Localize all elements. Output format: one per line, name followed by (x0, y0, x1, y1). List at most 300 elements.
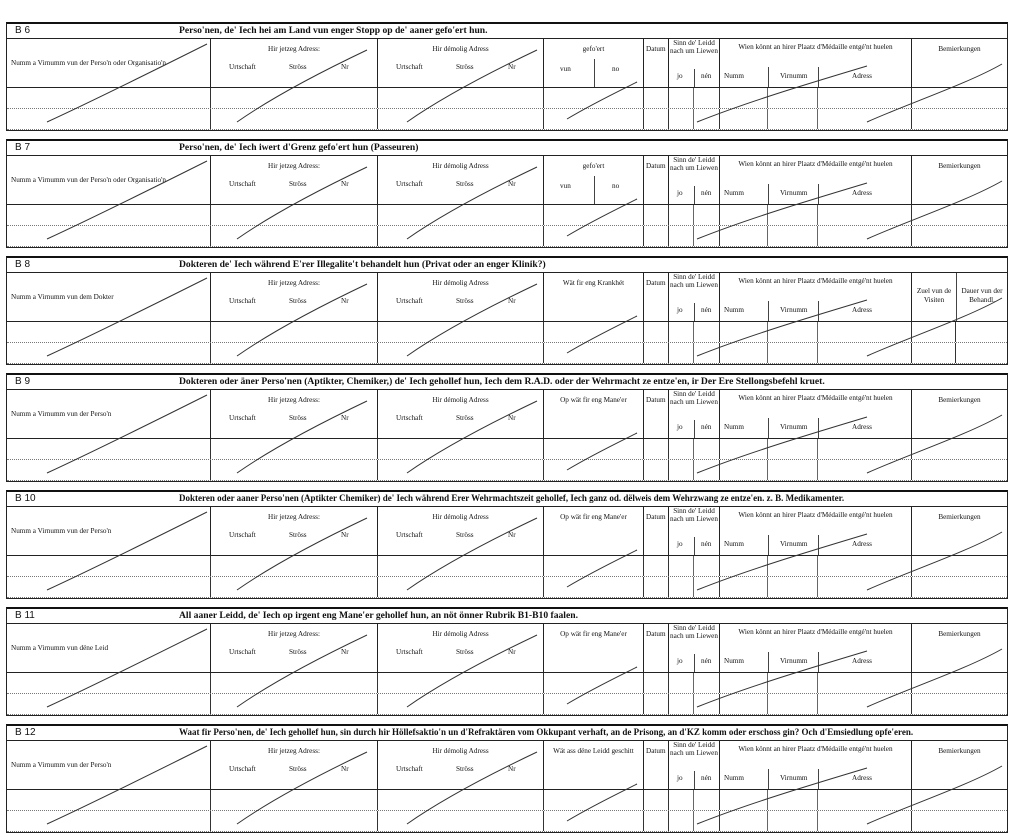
questionnaire-form (6, 22, 1008, 833)
column-divider (377, 109, 378, 129)
urtschaft-label: Urtschaft (396, 63, 423, 71)
column-divider (767, 439, 768, 459)
medal-label: Wien könnt an hirer Plaatz d'Médaille entgé'nt huelen (738, 277, 893, 285)
divider (768, 769, 769, 789)
section-code: B 11 (15, 610, 35, 621)
divider (694, 537, 695, 555)
column-divider (210, 673, 211, 693)
urtschaft-label: Urtschaft (396, 297, 423, 305)
column-divider (543, 694, 544, 714)
column-divider (377, 673, 378, 693)
column-divider (693, 811, 694, 831)
nen-label: nén (701, 306, 712, 314)
divider (694, 186, 695, 204)
header-cell (210, 624, 377, 672)
detail-column-label: Wät fir eng Krankhét (562, 279, 625, 287)
nr-label: Nr (508, 414, 516, 422)
column-divider (817, 439, 818, 459)
column-divider (719, 460, 720, 480)
header-cell (911, 273, 1007, 321)
column-divider (377, 811, 378, 831)
nr-label: Nr (508, 531, 516, 539)
remarks-label: Bemierkungen (938, 630, 981, 638)
column-divider (643, 322, 644, 342)
column-divider (911, 322, 912, 342)
former-address-label: Hir démolig Adress (432, 513, 489, 521)
column-divider (543, 811, 544, 831)
header-cell (668, 273, 719, 321)
column-divider (693, 439, 694, 459)
divider (768, 67, 769, 87)
column-divider (955, 343, 956, 363)
virnumm-label: Virnumm (780, 306, 808, 314)
detail-column-label: Op wät fir eng Mane'er (560, 396, 627, 404)
header-cell (210, 39, 377, 87)
column-header-row (7, 273, 1007, 322)
column-divider (668, 226, 669, 246)
section-heading (7, 258, 1007, 273)
column-divider (543, 109, 544, 129)
entry-row[interactable] (7, 694, 1007, 715)
entry-row[interactable] (7, 343, 1007, 364)
header-cell (7, 273, 210, 321)
nen-label: nén (701, 774, 712, 782)
column-divider (911, 673, 912, 693)
column-divider (643, 694, 644, 714)
header-cell (210, 507, 377, 555)
numm-label: Numm (724, 306, 744, 314)
column-divider (377, 439, 378, 459)
stross-label: Ströss (456, 648, 474, 656)
header-cell (719, 507, 911, 555)
alive-label: Sinn de' Leidd nach um Liewen (670, 507, 718, 523)
column-divider (210, 322, 211, 342)
jo-label: jo (677, 306, 683, 314)
adress-label: Adress (852, 657, 872, 665)
section-title: All aaner Leidd, de' Iech op irgent eng Mane'er gehollef hun, an nöt önner Rubrik B1-B10 faalen. (179, 610, 578, 621)
entry-row[interactable] (7, 439, 1007, 460)
column-divider (719, 322, 720, 342)
column-divider (767, 460, 768, 480)
header-cell (7, 156, 210, 204)
adress-label: Adress (852, 72, 872, 80)
section-title: Dokteren oder äner Perso'nen (Aptikter, Chemiker,) de' Iech gehollef hun, Iech dem R.A.D. oder der Wehrmacht ze entze'en, ir Der Ere Stellongsbefehl kruet. (179, 376, 825, 387)
stross-label: Ströss (289, 531, 307, 539)
remarks-label: Bemierkungen (938, 747, 981, 755)
detail-column-label: Op wät fir eng Mane'er (560, 513, 627, 521)
header-cell (719, 156, 911, 204)
column-divider (668, 205, 669, 225)
column-divider (911, 343, 912, 363)
header-cell (643, 156, 668, 204)
header-cell (668, 741, 719, 789)
nr-label: Nr (341, 180, 349, 188)
alive-label: Sinn de' Leidd nach um Liewen (670, 273, 718, 289)
column-divider (377, 577, 378, 597)
column-divider (767, 343, 768, 363)
former-address-label: Hir démolig Adress (432, 396, 489, 404)
virnumm-label: Virnumm (780, 774, 808, 782)
former-address-label: Hir démolig Adress (432, 45, 489, 53)
column-divider (210, 790, 211, 810)
column-divider (543, 343, 544, 363)
column-divider (210, 577, 211, 597)
column-divider (911, 439, 912, 459)
from-label: vun (560, 182, 571, 190)
divider (768, 418, 769, 438)
name-column-label: Numm a Virnumm vun der Perso'n (11, 527, 112, 535)
column-divider (693, 790, 694, 810)
divider (694, 771, 695, 789)
column-divider (719, 205, 720, 225)
section-title: Waat fir Perso'nen, de' Iech gehollef hun, sin durch hir Höllefsaktio'n un d'Refraktären vom Okkupant verhaft, an de Prisong, an d'KZ komm oder erschoss gin? Och d'Emsiedlung opfe'eren. (179, 727, 914, 737)
section-title: Perso'nen, de' Iech hei am Land vun enger Stopp op de' aaner gefo'ert hun. (179, 25, 488, 36)
column-divider (911, 460, 912, 480)
visits-label: Zuel vun de Visiten (916, 287, 952, 304)
header-cell (668, 39, 719, 87)
stross-label: Ströss (289, 297, 307, 305)
datum-label: Datum (646, 162, 666, 170)
section-heading (7, 726, 1007, 741)
header-cell (377, 507, 543, 555)
former-address-label: Hir démolig Adress (432, 630, 489, 638)
name-column-label: Numm a Virnumm vun der Perso'n (11, 410, 112, 418)
datum-label: Datum (646, 747, 666, 755)
section-b10 (6, 490, 1008, 599)
column-divider (693, 322, 694, 342)
column-divider (817, 556, 818, 576)
nen-label: nén (701, 657, 712, 665)
column-divider (817, 109, 818, 129)
column-divider (543, 439, 544, 459)
jo-label: jo (677, 423, 683, 431)
column-divider (955, 322, 956, 342)
virnumm-label: Virnumm (780, 72, 808, 80)
column-divider (767, 577, 768, 597)
header-cell (543, 156, 643, 204)
column-divider (210, 556, 211, 576)
divider (694, 303, 695, 321)
column-divider (210, 226, 211, 246)
column-divider (719, 439, 720, 459)
column-divider (719, 88, 720, 108)
column-divider (668, 322, 669, 342)
column-divider (693, 226, 694, 246)
column-divider (817, 673, 818, 693)
column-divider (693, 577, 694, 597)
header-cell (210, 390, 377, 438)
entry-row[interactable] (7, 811, 1007, 832)
entry-row[interactable] (7, 322, 1007, 343)
current-address-label: Hir jetzeg Adress: (268, 279, 320, 287)
to-label: no (612, 65, 620, 73)
entry-row[interactable] (7, 88, 1007, 109)
divider (694, 420, 695, 438)
section-code: B 12 (15, 727, 36, 738)
virnumm-label: Virnumm (780, 423, 808, 431)
nr-label: Nr (508, 180, 516, 188)
column-divider (719, 109, 720, 129)
column-divider (719, 226, 720, 246)
stross-label: Ströss (289, 180, 307, 188)
section-b12 (6, 724, 1008, 833)
column-divider (911, 577, 912, 597)
datum-label: Datum (646, 279, 666, 287)
nen-label: nén (701, 72, 712, 80)
column-divider (643, 343, 644, 363)
nen-label: nén (701, 540, 712, 548)
column-header-row (7, 741, 1007, 790)
column-divider (643, 88, 644, 108)
divider (594, 176, 595, 204)
name-column-label: Numm a Virnumm vun dëne Leid (11, 644, 109, 652)
column-divider (377, 226, 378, 246)
divider (768, 184, 769, 204)
column-divider (767, 226, 768, 246)
column-divider (643, 811, 644, 831)
header-cell (543, 507, 643, 555)
column-divider (911, 556, 912, 576)
header-cell (7, 507, 210, 555)
urtschaft-label: Urtschaft (229, 180, 256, 188)
header-cell (643, 624, 668, 672)
section-heading (7, 24, 1007, 39)
entry-row[interactable] (7, 577, 1007, 598)
column-divider (643, 439, 644, 459)
column-divider (693, 673, 694, 693)
urtschaft-label: Urtschaft (229, 648, 256, 656)
current-address-label: Hir jetzeg Adress: (268, 162, 320, 170)
nen-label: nén (701, 423, 712, 431)
divider (768, 652, 769, 672)
column-divider (719, 577, 720, 597)
header-cell (377, 741, 543, 789)
detail-column-label: Wät ass dëne Leidd geschitt (553, 747, 634, 755)
divider (694, 69, 695, 87)
alive-label: Sinn de' Leidd nach um Liewen (670, 741, 718, 757)
entry-row[interactable] (7, 460, 1007, 481)
column-divider (377, 556, 378, 576)
medal-label: Wien könnt an hirer Plaatz d'Médaille entgé'nt huelen (738, 745, 893, 753)
medal-label: Wien könnt an hirer Plaatz d'Médaille entgé'nt huelen (738, 511, 893, 519)
medal-label: Wien könnt an hirer Plaatz d'Médaille entgé'nt huelen (738, 628, 893, 636)
numm-label: Numm (724, 72, 744, 80)
header-cell (668, 390, 719, 438)
entry-row[interactable] (7, 109, 1007, 130)
column-divider (668, 88, 669, 108)
header-cell (668, 624, 719, 672)
column-divider (767, 205, 768, 225)
datum-label: Datum (646, 45, 666, 53)
column-divider (643, 556, 644, 576)
header-cell (7, 390, 210, 438)
column-divider (817, 790, 818, 810)
column-divider (543, 205, 544, 225)
nr-label: Nr (508, 297, 516, 305)
entry-row[interactable] (7, 226, 1007, 247)
column-header-row (7, 507, 1007, 556)
column-divider (817, 577, 818, 597)
stross-label: Ströss (289, 414, 307, 422)
column-divider (693, 109, 694, 129)
column-divider (767, 694, 768, 714)
header-cell (210, 741, 377, 789)
name-column-label: Numm a Virnumm vun der Perso'n oder Organisatio'n (11, 59, 167, 67)
header-cell (643, 273, 668, 321)
column-divider (643, 205, 644, 225)
column-divider (767, 88, 768, 108)
former-address-label: Hir démolig Adress (432, 747, 489, 755)
column-divider (817, 226, 818, 246)
column-divider (210, 205, 211, 225)
header-cell (911, 507, 1007, 555)
name-column-label: Numm a Virnumm vun der Perso'n (11, 761, 112, 769)
column-divider (543, 790, 544, 810)
section-b9 (6, 373, 1008, 482)
section-code: B 6 (15, 25, 31, 36)
stross-label: Ströss (289, 648, 307, 656)
column-divider (719, 673, 720, 693)
column-divider (210, 88, 211, 108)
entry-row[interactable] (7, 556, 1007, 577)
medal-label: Wien könnt an hirer Plaatz d'Médaille entgé'nt huelen (738, 43, 893, 51)
column-divider (767, 322, 768, 342)
column-divider (767, 109, 768, 129)
entry-row[interactable] (7, 673, 1007, 694)
detail-column-label: gefo'ert (582, 45, 605, 53)
urtschaft-label: Urtschaft (229, 765, 256, 773)
nr-label: Nr (341, 414, 349, 422)
column-divider (668, 790, 669, 810)
section-b7 (6, 139, 1008, 248)
column-divider (377, 88, 378, 108)
column-divider (911, 694, 912, 714)
urtschaft-label: Urtschaft (229, 297, 256, 305)
column-divider (668, 556, 669, 576)
column-divider (693, 460, 694, 480)
stross-label: Ströss (289, 765, 307, 773)
column-divider (377, 790, 378, 810)
numm-label: Numm (724, 423, 744, 431)
header-cell (668, 156, 719, 204)
column-divider (693, 694, 694, 714)
column-divider (817, 694, 818, 714)
column-divider (719, 556, 720, 576)
urtschaft-label: Urtschaft (396, 648, 423, 656)
column-divider (719, 343, 720, 363)
alive-label: Sinn de' Leidd nach um Liewen (670, 624, 718, 640)
jo-label: jo (677, 189, 683, 197)
header-cell (377, 273, 543, 321)
urtschaft-label: Urtschaft (396, 414, 423, 422)
column-divider (719, 811, 720, 831)
jo-label: jo (677, 774, 683, 782)
stross-label: Ströss (456, 63, 474, 71)
name-column-label: Numm a Virnumm vun dem Dokter (11, 293, 114, 301)
header-cell (643, 39, 668, 87)
header-cell (7, 741, 210, 789)
adress-label: Adress (852, 774, 872, 782)
section-heading (7, 492, 1007, 507)
header-cell (911, 741, 1007, 789)
from-label: vun (560, 65, 571, 73)
datum-label: Datum (646, 513, 666, 521)
column-divider (377, 694, 378, 714)
entry-row[interactable] (7, 205, 1007, 226)
column-divider (210, 439, 211, 459)
column-header-row (7, 624, 1007, 673)
numm-label: Numm (724, 657, 744, 665)
nen-label: nén (701, 189, 712, 197)
column-divider (643, 577, 644, 597)
header-cell (543, 741, 643, 789)
stross-label: Ströss (456, 297, 474, 305)
column-divider (911, 205, 912, 225)
column-divider (210, 694, 211, 714)
divider (818, 652, 819, 672)
divider (594, 59, 595, 87)
medal-label: Wien könnt an hirer Plaatz d'Médaille entgé'nt huelen (738, 160, 893, 168)
stross-label: Ströss (456, 765, 474, 773)
column-divider (210, 343, 211, 363)
adress-label: Adress (852, 306, 872, 314)
nr-label: Nr (341, 765, 349, 773)
header-cell (643, 390, 668, 438)
remarks-label: Bemierkungen (938, 162, 981, 170)
jo-label: jo (677, 657, 683, 665)
column-divider (668, 109, 669, 129)
nr-label: Nr (508, 63, 516, 71)
urtschaft-label: Urtschaft (229, 531, 256, 539)
column-divider (668, 577, 669, 597)
nr-label: Nr (508, 648, 516, 656)
divider (818, 535, 819, 555)
adress-label: Adress (852, 540, 872, 548)
detail-column-label: Op wät fir eng Mane'er (560, 630, 627, 638)
column-divider (693, 88, 694, 108)
section-title: Perso'nen, de' Iech iwert d'Grenz gefo'ert hun (Passeuren) (179, 142, 419, 153)
virnumm-label: Virnumm (780, 540, 808, 548)
column-divider (543, 673, 544, 693)
header-cell (7, 39, 210, 87)
column-divider (543, 460, 544, 480)
header-cell (543, 273, 643, 321)
column-divider (543, 226, 544, 246)
entry-row[interactable] (7, 790, 1007, 811)
column-divider (817, 322, 818, 342)
duration-label: Dauer vun der Behandl. (961, 287, 1003, 304)
column-divider (911, 790, 912, 810)
header-cell (377, 39, 543, 87)
column-divider (377, 460, 378, 480)
nr-label: Nr (341, 648, 349, 656)
remarks-label: Bemierkungen (938, 396, 981, 404)
column-divider (377, 322, 378, 342)
header-cell (7, 624, 210, 672)
header-cell (911, 39, 1007, 87)
column-divider (767, 673, 768, 693)
divider (818, 301, 819, 321)
alive-label: Sinn de' Leidd nach um Liewen (670, 156, 718, 172)
column-divider (668, 673, 669, 693)
divider (818, 67, 819, 87)
remarks-label: Bemierkungen (938, 45, 981, 53)
header-cell (543, 390, 643, 438)
header-cell (377, 156, 543, 204)
former-address-label: Hir démolig Adress (432, 162, 489, 170)
column-divider (210, 460, 211, 480)
header-cell (719, 741, 911, 789)
